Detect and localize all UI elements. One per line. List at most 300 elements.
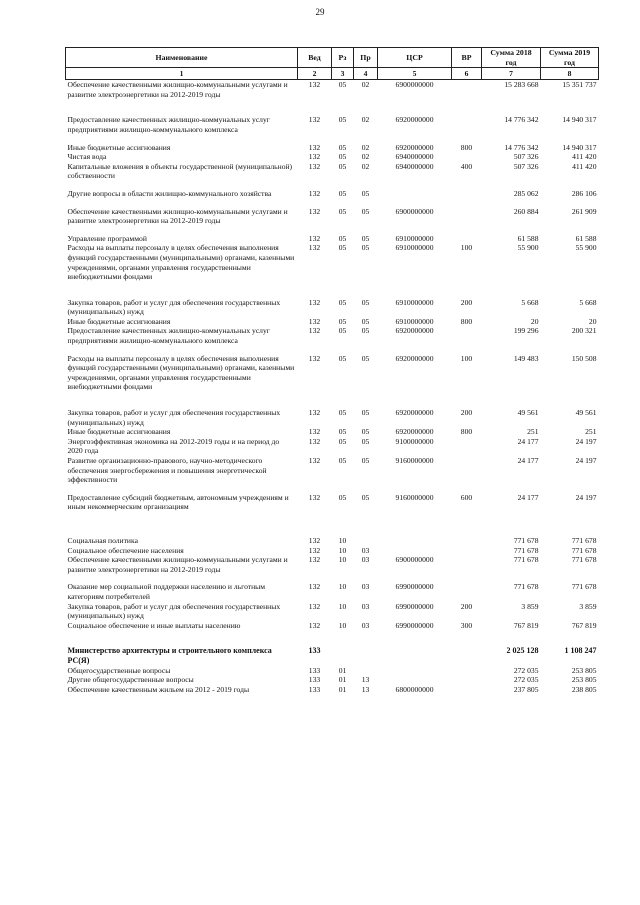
- header-number: 1: [66, 68, 298, 80]
- row-name: Капитальные вложения в объекты государственной (муниципальной) собственности: [67, 161, 293, 181]
- row-spacer: [66, 199, 599, 207]
- spacer-cell: [66, 346, 599, 354]
- row-rz: 10: [338, 582, 347, 592]
- row-csr: 6900000000: [395, 80, 434, 90]
- table-row: [66, 536, 599, 546]
- table-row: [66, 666, 599, 676]
- row-csr: 6920000000: [395, 142, 434, 152]
- table-body: [66, 80, 599, 695]
- table-row: [66, 207, 599, 226]
- row-name: Другие вопросы в области жилищно-коммунального хозяйства: [67, 188, 272, 198]
- row-rz: 05: [338, 152, 347, 162]
- row-rz: 01: [338, 675, 347, 685]
- row-ved: 132: [308, 353, 321, 363]
- row-name: Закупка товаров, работ и услуг для обеспечения государственных (муниципальных) нужд: [67, 408, 281, 427]
- row-pr: 13: [361, 684, 370, 694]
- row-csr: 6920000000: [395, 427, 434, 437]
- row-name: Социальное обеспечение и иные выплаты населению: [67, 620, 241, 630]
- row-spacer: [66, 107, 599, 115]
- row-csr: 6910000000: [395, 233, 434, 243]
- row-csr: 6900000000: [395, 206, 434, 216]
- row-spacer: [66, 528, 599, 536]
- row-spacer: [66, 574, 599, 582]
- row-ved: 133: [308, 675, 321, 685]
- row-spacer: [66, 630, 599, 638]
- row-ved: 132: [308, 427, 321, 437]
- row-csr: 6920000000: [395, 115, 434, 125]
- row-spacer: [66, 392, 599, 400]
- row-sum-2019: 55 900: [575, 243, 597, 253]
- row-pr: 05: [361, 233, 370, 243]
- row-vr: [452, 234, 482, 244]
- row-rz: 05: [338, 161, 347, 171]
- table-row: [66, 456, 599, 485]
- row-name: Предоставление качественных жилищно-коммунальных услуг предприятиями жилищно-коммунального комплекса: [67, 326, 270, 346]
- spacer-cell: [66, 520, 599, 528]
- row-sum-2019: 3 859: [579, 601, 597, 611]
- row-pr: 05: [361, 326, 370, 336]
- row-pr: 05: [361, 243, 370, 253]
- row-vr: [452, 582, 482, 601]
- row-sum-2018: 272 035: [513, 675, 539, 685]
- row-vr: [452, 115, 482, 134]
- row-pr: 05: [361, 316, 370, 326]
- row-vr: [452, 189, 482, 199]
- row-pr: 05: [361, 492, 370, 502]
- spacer-cell: [66, 574, 599, 582]
- budget-table: [65, 47, 599, 694]
- table-row: [66, 162, 599, 181]
- row-sum-2018: 251: [527, 427, 539, 437]
- row-vr: [452, 666, 482, 676]
- row-ved: 132: [308, 535, 321, 545]
- row-ved: 132: [308, 243, 321, 253]
- row-csr: 6990000000: [395, 582, 434, 592]
- row-csr: 6800000000: [395, 684, 434, 694]
- row-pr: 05: [361, 188, 370, 198]
- row-csr: 9160000000: [395, 492, 434, 502]
- row-rz: 10: [338, 601, 347, 611]
- row-rz: 05: [338, 436, 347, 446]
- header-number: 8: [541, 68, 599, 80]
- row-ved: 133: [308, 665, 321, 675]
- spacer-cell: [66, 400, 599, 408]
- row-name: Чистая вода: [67, 152, 107, 162]
- spacer-cell: [66, 638, 599, 646]
- row-ved: 132: [308, 408, 321, 418]
- row-csr: 6910000000: [395, 297, 434, 307]
- row-pr: 02: [361, 80, 370, 90]
- row-ved: 133: [308, 646, 321, 656]
- row-pr: 05: [361, 427, 370, 437]
- row-name: Расходы на выплаты персоналу в целях обеспечения выполнения функций государственными (муниципальными) органами, казенными учреждениями, органами управления государственными внебюджетными фондами: [67, 243, 295, 282]
- table-row: [66, 354, 599, 392]
- row-rz: 05: [338, 206, 347, 216]
- row-rz: 05: [338, 80, 347, 90]
- row-rz: 05: [338, 188, 347, 198]
- row-name: Иные бюджетные ассигнования: [67, 316, 171, 326]
- row-rz: 05: [338, 115, 347, 125]
- row-ved: 132: [308, 456, 321, 465]
- row-sum-2018: 149 483: [513, 353, 539, 363]
- row-rz: 05: [338, 233, 347, 243]
- row-sum-2018: 24 177: [517, 456, 539, 465]
- row-sum-2018: 260 884: [513, 206, 539, 216]
- table-row: [66, 80, 599, 100]
- row-vr: 100: [460, 243, 473, 253]
- row-spacer: [66, 512, 599, 520]
- row-pr: 05: [361, 353, 370, 363]
- row-csr: 6920000000: [395, 353, 434, 363]
- row-name: Управление программой: [67, 233, 147, 243]
- row-spacer: [66, 485, 599, 493]
- spacer-cell: [66, 282, 599, 290]
- row-csr: 6920000000: [395, 326, 434, 336]
- row-ved: 132: [308, 233, 321, 243]
- table-row: [66, 298, 599, 317]
- row-ved: 132: [308, 492, 321, 502]
- row-csr: 6910000000: [395, 243, 434, 253]
- row-sum-2019: 411 420: [572, 161, 597, 171]
- table-row: [66, 546, 599, 556]
- row-spacer: [66, 638, 599, 646]
- row-ved: 132: [308, 115, 321, 125]
- row-sum-2019: 253 805: [571, 665, 597, 675]
- row-pr: 03: [361, 545, 370, 555]
- row-csr: 6990000000: [395, 620, 434, 630]
- row-sum-2019: 286 106: [571, 188, 597, 198]
- table-row: [66, 189, 599, 199]
- row-name: Министерство архитектуры и строительного комплекса РС(Я): [67, 646, 272, 665]
- row-pr: [354, 536, 378, 546]
- row-vr: [452, 207, 482, 226]
- table-row: [66, 408, 599, 427]
- row-vr: [452, 685, 482, 695]
- row-ved: 132: [308, 161, 321, 171]
- table-row: [66, 152, 599, 162]
- spacer-cell: [66, 512, 599, 520]
- row-sum-2019: 771 678: [571, 555, 597, 565]
- table-row: [66, 675, 599, 685]
- spacer-cell: [66, 199, 599, 207]
- row-vr: [452, 80, 482, 100]
- row-vr: [452, 152, 482, 162]
- row-pr: 05: [361, 408, 370, 418]
- row-name: Оказание мер социальной поддержки населению и льготным категориям потребителей: [67, 582, 266, 601]
- spacer-cell: [66, 290, 599, 298]
- header-sum-2019: Сумма 2019 год: [541, 48, 599, 68]
- row-vr: 100: [460, 353, 473, 363]
- row-spacer: [66, 99, 599, 107]
- row-rz: 05: [338, 427, 347, 437]
- row-name: Социальное обеспечение населения: [67, 545, 184, 555]
- row-sum-2019: 253 805: [571, 675, 597, 685]
- row-pr: 03: [361, 601, 370, 611]
- row-spacer: [66, 226, 599, 234]
- row-spacer: [66, 520, 599, 528]
- row-sum-2019: 261 909: [571, 206, 597, 216]
- row-csr: 9160000000: [395, 456, 434, 465]
- spacer-cell: [66, 630, 599, 638]
- header-number: 3: [332, 68, 354, 80]
- row-name: Обеспечение качественными жилищно-коммунальными услугами и развитие электроэнергетики на 2012-2019 годы: [67, 555, 288, 574]
- row-name: Расходы на выплаты персоналу в целях обеспечения выполнения функций государственными (муниципальными) органами, казенными учреждениями, органами управления государственными внебюджетными фондами: [67, 353, 295, 392]
- spacer-cell: [66, 181, 599, 189]
- table-row: [66, 437, 599, 456]
- row-rz: [332, 646, 354, 665]
- row-ved: 132: [308, 620, 321, 630]
- row-name: Предоставление качественных жилищно-коммунальных услуг предприятиями жилищно-коммунального комплекса: [67, 115, 270, 134]
- row-csr: [378, 646, 452, 665]
- row-vr: [452, 646, 482, 665]
- row-sum-2018: 767 819: [513, 620, 539, 630]
- row-sum-2019: 238 805: [571, 684, 597, 694]
- row-rz: 05: [338, 142, 347, 152]
- row-sum-2018: 24 177: [517, 492, 539, 502]
- row-sum-2018: 5 668: [521, 297, 539, 307]
- row-rz: 10: [338, 620, 347, 630]
- row-csr: 6940000000: [395, 161, 434, 171]
- row-sum-2018: 14 776 342: [504, 142, 539, 152]
- row-ved: 132: [308, 555, 321, 565]
- spacer-cell: [66, 99, 599, 107]
- row-rz: 01: [338, 665, 347, 675]
- row-sum-2018: 3 859: [521, 601, 539, 611]
- row-pr: 05: [361, 297, 370, 307]
- row-vr: 200: [460, 601, 473, 611]
- row-csr: 9100000000: [395, 436, 434, 446]
- row-ved: 132: [308, 152, 321, 162]
- row-vr: [452, 555, 482, 574]
- row-sum-2019: 1 108 247: [564, 646, 597, 656]
- header-ved: Вед: [298, 48, 332, 68]
- row-sum-2018: 507 326: [513, 161, 539, 171]
- row-rz: 05: [338, 326, 347, 336]
- header-vr: ВР: [452, 48, 482, 68]
- row-sum-2019: 49 561: [575, 408, 597, 418]
- row-pr: 02: [361, 161, 370, 171]
- row-ved: 132: [308, 436, 321, 446]
- header-number: 5: [378, 68, 452, 80]
- table-row: [66, 243, 599, 281]
- row-pr: 03: [361, 582, 370, 592]
- row-csr: [378, 675, 452, 685]
- row-name: Общегосударственные вопросы: [67, 665, 171, 675]
- row-csr: 6920000000: [395, 408, 434, 418]
- row-csr: [378, 666, 452, 676]
- row-rz: 10: [338, 545, 347, 555]
- row-sum-2019: 20: [588, 316, 597, 326]
- row-pr: 05: [361, 456, 370, 465]
- row-sum-2019: 61 588: [575, 233, 597, 243]
- row-vr: [452, 675, 482, 685]
- row-vr: [452, 437, 482, 456]
- table-row: [66, 317, 599, 327]
- row-ved: 132: [308, 80, 321, 90]
- row-sum-2018: 15 283 668: [504, 80, 539, 90]
- row-sum-2019: 15 351 737: [562, 80, 597, 90]
- row-ved: 132: [308, 545, 321, 555]
- row-name: Социальная политика: [67, 535, 138, 545]
- row-sum-2018: 237 805: [513, 684, 539, 694]
- row-sum-2018: 285 062: [513, 188, 539, 198]
- row-vr: 400: [460, 161, 473, 171]
- row-ved: 132: [308, 297, 321, 307]
- row-vr: [452, 546, 482, 556]
- row-spacer: [66, 400, 599, 408]
- row-rz: 10: [338, 555, 347, 565]
- row-csr: 6990000000: [395, 601, 434, 611]
- header-number: 2: [298, 68, 332, 80]
- row-rz: 05: [338, 492, 347, 502]
- row-csr: 6910000000: [395, 316, 434, 326]
- row-sum-2019: 411 420: [572, 152, 597, 162]
- row-vr: 200: [460, 408, 473, 418]
- row-vr: [452, 536, 482, 546]
- row-ved: 132: [308, 326, 321, 336]
- row-sum-2019: 771 678: [571, 535, 597, 545]
- header-name: Наименование: [66, 48, 298, 68]
- row-sum-2018: 20: [530, 316, 539, 326]
- row-sum-2019: 150 508: [571, 353, 597, 363]
- row-name: Иные бюджетные ассигнования: [67, 142, 171, 152]
- row-rz: 05: [338, 456, 347, 465]
- table-row: [66, 326, 599, 345]
- row-sum-2018: 771 678: [513, 535, 539, 545]
- row-sum-2018: 61 588: [517, 233, 539, 243]
- table-row: [66, 115, 599, 134]
- row-name: Развитие организационно-правового, научно-методического обеспечения энергосбережения и повышения энергетической эффективности: [67, 456, 267, 485]
- row-pr: [354, 646, 378, 665]
- row-pr: 03: [361, 620, 370, 630]
- row-sum-2018: 55 900: [517, 243, 539, 253]
- table-row: [66, 555, 599, 574]
- row-pr: 02: [361, 115, 370, 125]
- row-pr: 05: [361, 206, 370, 216]
- table-row: [66, 234, 599, 244]
- row-rz: 10: [338, 535, 347, 545]
- header-number: 7: [482, 68, 541, 80]
- row-sum-2018: 199 296: [513, 326, 539, 336]
- row-ved: 132: [308, 206, 321, 216]
- row-csr: [378, 189, 452, 199]
- header-number-row: [66, 68, 599, 80]
- row-name: Закупка товаров, работ и услуг для обеспечения государственных (муниципальных) нужд: [67, 601, 281, 621]
- row-ved: 132: [308, 316, 321, 326]
- row-ved: 133: [308, 684, 321, 694]
- row-pr: 13: [361, 675, 370, 685]
- row-rz: 05: [338, 243, 347, 253]
- page-number: 29: [315, 7, 325, 17]
- table-row: [66, 143, 599, 153]
- spacer-cell: [66, 485, 599, 493]
- row-name: Обеспечение качественным жильем на 2012 - 2019 годы: [67, 684, 250, 694]
- row-sum-2019: 200 321: [571, 326, 597, 336]
- row-vr: 800: [460, 427, 473, 437]
- row-sum-2018: 507 326: [513, 152, 539, 162]
- row-rz: 01: [338, 684, 347, 694]
- spacer-cell: [66, 528, 599, 536]
- row-pr: 02: [361, 152, 370, 162]
- table-row: [66, 685, 599, 695]
- table-row: [66, 602, 599, 621]
- row-name: Обеспечение качественными жилищно-коммунальными услугами и развитие электроэнергетики на 2012-2019 годы: [67, 80, 288, 99]
- row-pr: 05: [361, 436, 370, 446]
- row-sum-2018: 49 561: [517, 408, 539, 418]
- row-spacer: [66, 181, 599, 189]
- spacer-cell: [66, 226, 599, 234]
- row-vr: 300: [460, 620, 473, 630]
- row-vr: 800: [460, 316, 473, 326]
- row-rz: 05: [338, 316, 347, 326]
- row-ved: 132: [308, 601, 321, 611]
- row-sum-2019: 771 678: [571, 582, 597, 592]
- row-sum-2019: 767 819: [571, 620, 597, 630]
- row-csr: 6940000000: [395, 152, 434, 162]
- row-name: Закупка товаров, работ и услуг для обеспечения государственных (муниципальных) нужд: [67, 297, 281, 317]
- row-spacer: [66, 290, 599, 298]
- row-ved: 132: [308, 142, 321, 152]
- row-name: Другие общегосударственные вопросы: [67, 675, 194, 685]
- row-rz: 05: [338, 408, 347, 418]
- row-sum-2019: 251: [585, 427, 597, 437]
- spacer-cell: [66, 135, 599, 143]
- header-row: [66, 48, 599, 68]
- spacer-cell: [66, 107, 599, 115]
- row-name: Иные бюджетные ассигнования: [67, 427, 171, 437]
- row-sum-2018: 24 177: [517, 436, 539, 446]
- row-vr: [452, 326, 482, 345]
- row-sum-2019: 24 197: [575, 456, 597, 465]
- row-spacer: [66, 282, 599, 290]
- row-csr: [378, 536, 452, 546]
- row-sum-2019: 24 197: [575, 492, 597, 502]
- table-row: [66, 646, 599, 665]
- row-sum-2018: 771 678: [513, 555, 539, 565]
- row-pr: 03: [361, 555, 370, 565]
- header-pr: Пр: [354, 48, 378, 68]
- row-name: Энергоэффективная экономика на 2012-2019 годы и на период до 2020 года: [67, 436, 280, 456]
- row-vr: [452, 456, 482, 485]
- row-spacer: [66, 346, 599, 354]
- row-name: Предоставление субсидий бюджетным, автономным учреждениям и иным некоммерческим организациям: [67, 492, 289, 512]
- row-vr: 600: [460, 492, 473, 502]
- row-spacer: [66, 135, 599, 143]
- row-sum-2019: 14 940 317: [562, 142, 597, 152]
- row-pr: 02: [361, 142, 370, 152]
- row-rz: 05: [338, 353, 347, 363]
- row-ved: 132: [308, 582, 321, 592]
- row-sum-2018: 771 678: [513, 545, 539, 555]
- table-row: [66, 621, 599, 631]
- row-pr: [354, 666, 378, 676]
- table-row: [66, 582, 599, 601]
- spacer-cell: [66, 392, 599, 400]
- row-vr: 200: [460, 297, 473, 307]
- table-row: [66, 427, 599, 437]
- row-sum-2018: 771 678: [513, 582, 539, 592]
- row-sum-2019: 14 940 317: [562, 115, 597, 125]
- header-rz: Рз: [332, 48, 354, 68]
- row-ved: 132: [308, 188, 321, 198]
- row-sum-2018: 272 035: [513, 665, 539, 675]
- row-sum-2019: 5 668: [579, 297, 597, 307]
- row-csr: 6900000000: [395, 555, 434, 565]
- row-rz: 05: [338, 297, 347, 307]
- row-sum-2018: 2 025 128: [506, 646, 539, 656]
- header-csr: ЦСР: [378, 48, 452, 68]
- table-row: [66, 493, 599, 512]
